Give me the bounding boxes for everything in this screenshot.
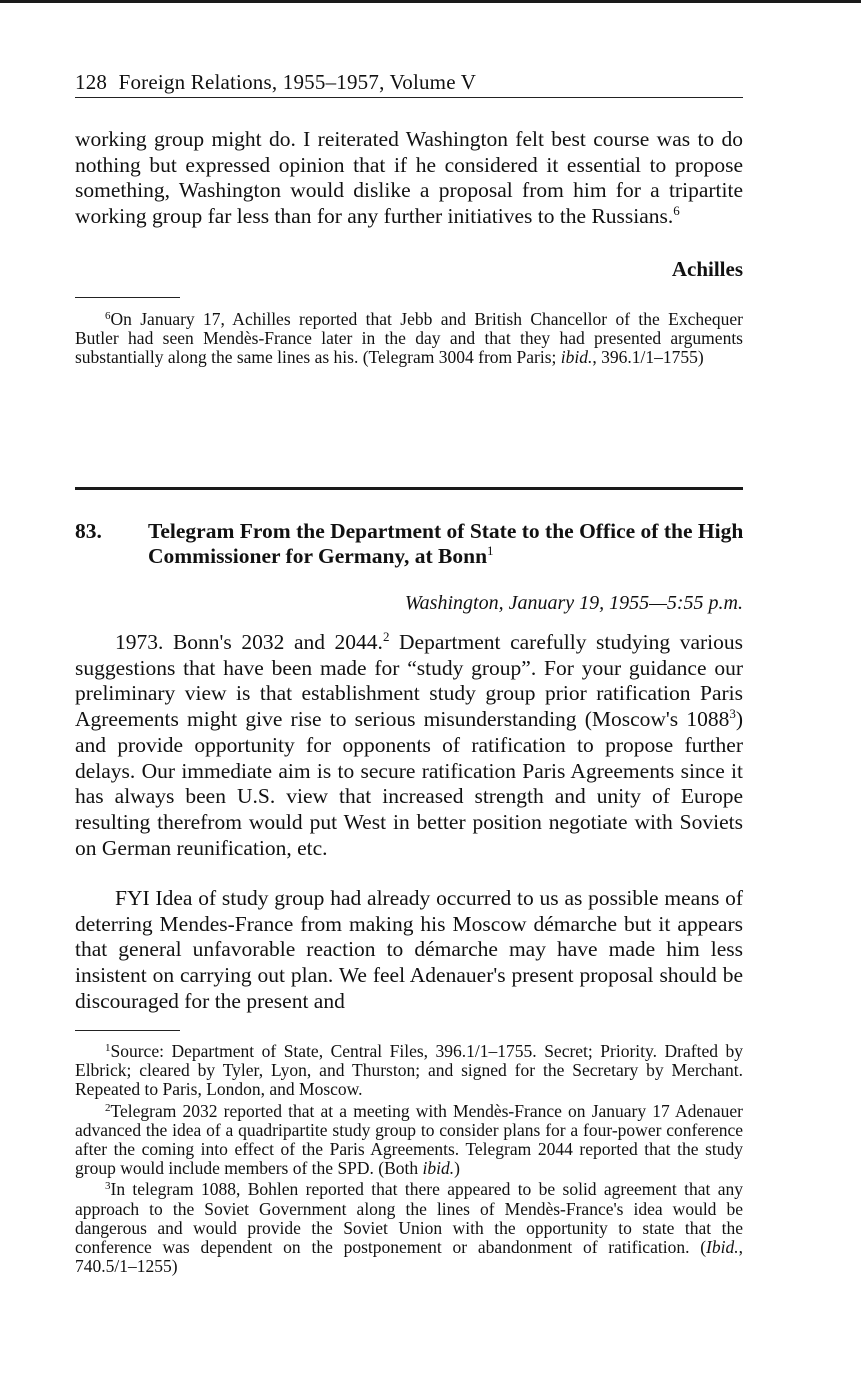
paragraph-text: 1973. Bonn's 2032 and 2044. [115,630,383,654]
document-title [148,519,748,569]
ibid-citation: Ibid. [706,1237,739,1258]
footnote-marker: 2 [105,1101,111,1114]
footnote-rule [75,297,180,298]
footnote-ref-2: 2 [382,629,390,644]
header-rule [75,97,743,98]
footnote-rule [75,1030,180,1031]
footnote-text: ) [454,1158,460,1179]
body-paragraph-1 [75,630,743,861]
footnote-text: In telegram 1088, Bohlen reported that there appeared to be solid agreement that any approach to the Soviet Government along the lines of Mendès-France's idea would be dangerous and would provide the Soviet Union with the opportunity to state that the conference was dependent on the postponement or abandonment of ratification. ( [75,1179,743,1258]
dateline: Washington, January 19, 1955—5:55 p.m. [404,592,743,614]
footnote-marker: 1 [105,1042,111,1054]
footnotes [75,1042,743,1276]
body-paragraph-2: FYI Idea of study group had already occurred to us as possible means of deterring Mendes-France from making his Moscow démarche but it appears that general unfavorable reaction to démarche may have made him less insistent on carrying out plan. We feel Adenauer's present proposal should be discouraged for the present and [75,886,743,1013]
running-title: Foreign Relations, 1955–1957, Volume V [118,70,477,94]
footnote-ref-1: 1 [487,543,494,558]
footnote-ref-3: 3 [729,706,736,722]
page-number: 128 [75,70,108,94]
top-border-rule [0,0,861,3]
footnote-text: Source: Department of State, Central Files, 396.1/1–1755. Secret; Priority. Drafted by Elbrick; cleared by Tyler, Lyon, and Thurston; and signed for the Secretary by Merchant. Repeated to Paris, London, and Moscow. [75,1041,743,1100]
signature: Achilles [671,257,743,281]
footnote-marker: 6 [105,310,111,322]
ibid-citation: ibid. [560,347,593,368]
document-number: 83. [75,519,102,543]
footnote-2 [75,1102,743,1179]
footnote-text: , 740.5/1–1255) [75,1237,743,1277]
footnote-ref-6: 6 [673,203,680,219]
paragraph-text: ) and provide opportunity for opponents of ratification to propose further delays. Our immediate aim is to secure ratification Paris Agreements since it has always been U.S. view that increased strength and unity of Europe resulting therefrom would put West in better position negotiate with Soviets on German reunification, etc. [75,707,743,860]
continued-text: working group might do. I reiterated Washington felt best course was to do nothing but expressed opinion that if he considered it essential to propose something, Washington would dislike a proposal from him for a tripartite working group far less than for any further initiatives to the Russians. [75,127,743,229]
running-header [75,70,743,98]
section-divider [75,487,743,490]
ibid-citation: ibid. [422,1158,455,1179]
paragraph-text: Department carefully studying various suggestions that have been made for “study group”. For your guidance our preliminary view is that establishment study group prior ratification Paris Agreements might give rise to serious misunderstanding (Moscow's 1088 [75,630,743,732]
footnote-6 [75,310,743,368]
footnote-text: Telegram 2032 reported that at a meeting with Mendès-France on January 17 Adenauer advanced the idea of a quadripartite study group to consider plans for a four-power conference after the coming into effect of the Paris Agreements. Telegram 2044 reported that the study group would include members of the SPD. (Both [75,1100,743,1179]
footnote-3 [75,1180,743,1276]
footnote-text: , 396.1/1–1755) [592,347,704,368]
footnote-text: On January 17, Achilles reported that Jebb and British Chancellor of the Exchequer Butler had seen Mendès-France later in the day and that they had presented arguments substantially along the same lines as his. (Telegram 3004 from Paris; [75,309,743,368]
footnote-1 [75,1042,743,1100]
document-title-text: Telegram From the Department of State to the Office of the High Commissioner for Germany, at Bonn [148,519,744,568]
continued-paragraph [75,127,743,230]
footnote-marker: 3 [105,1180,111,1193]
